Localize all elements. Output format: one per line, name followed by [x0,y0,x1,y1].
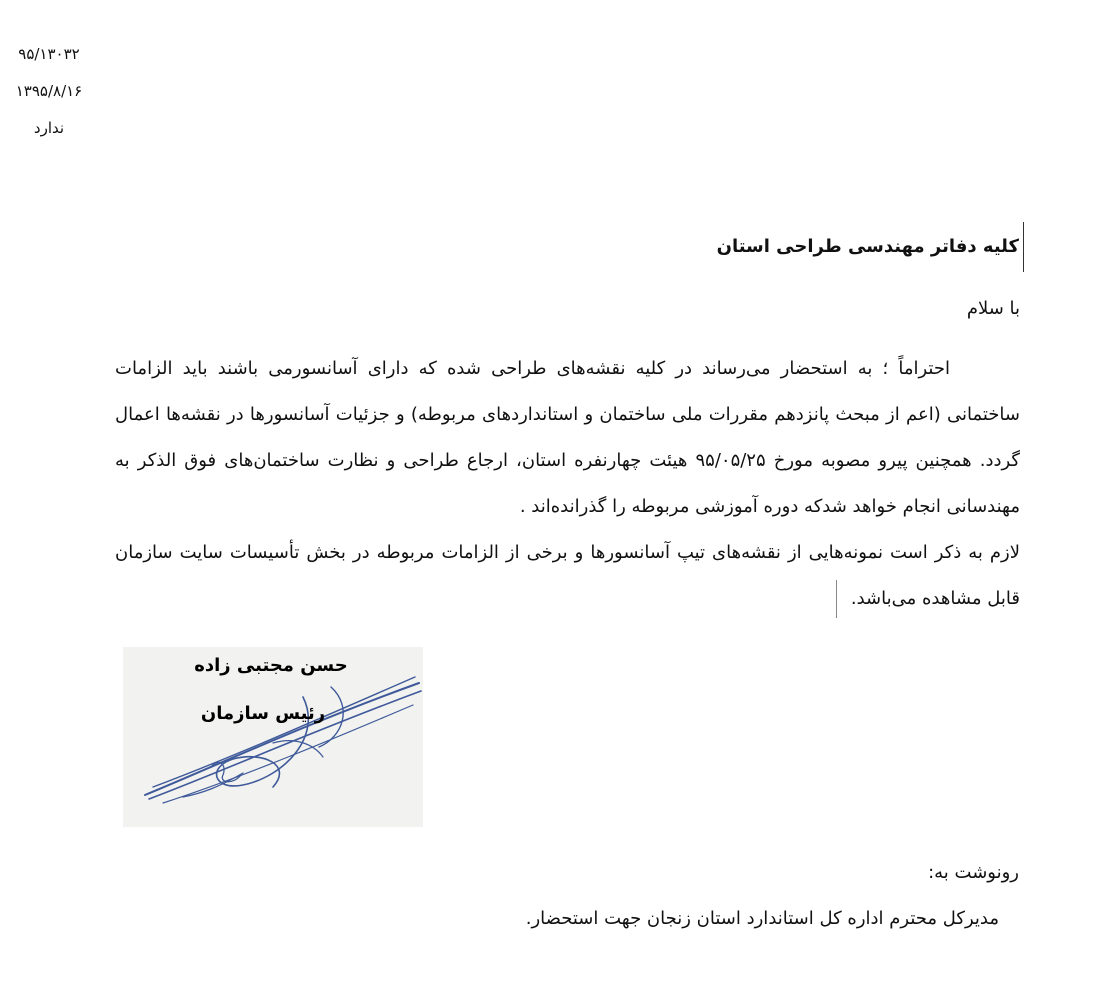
letter-paragraph: احتراماً ؛ به استحضار می‌رساند در کلیه نقشه‌های طراحی شده که دارای آسانسورمی باشند باید الزامات ساختمانی (اعم از مبحث پانزدهم مقررات ملی ساختمان و استانداردهای مربوطه) و جزئیات آسانسورها در نقشه‌ها اعمال گردد. همچنین پیرو مصوبه مورخ ۹۵/۰۵/۲۵ هیئت چهارنفره استان، ارجاع طراحی و نظارت ساختمان‌های فوق الذکر به مهندسانی انجام خواهد شدکه دوره آموزشی مربوطه را گذرانده‌اند . [115,358,1020,517]
letter-paragraph-text: لازم به ذکر است نمونه‌هایی از نقشه‌های تیپ آسانسورها و برخی از الزامات مربوطه در بخش تأسیسات سایت سازمان قابل مشاهده می‌باشد. [115,542,1020,609]
signatory-name: حسن مجتبی زاده [194,655,348,676]
cc-entry: مدیرکل محترم اداره کل استاندارد استان زنجان جهت استحضار. [525,908,999,929]
text-cursor [836,580,837,618]
signature-block [123,647,423,827]
carbon-copy [526,850,1019,942]
letter-attachment: ندارد [33,119,65,137]
letter-meta [10,36,88,147]
letter-paragraph-notice [115,530,1020,622]
letter-greeting: با سلام [966,298,1020,319]
signatory-title: رئیس سازمان [200,703,326,724]
cc-heading: رونوشت به: [928,862,1019,883]
letter-content [115,346,1020,622]
letter-recipient: کلیه دفاتر مهندسی طراحی استان [717,222,1024,272]
letter-date: ۱۳۹۵/۸/۱۶ [15,82,83,100]
letter-number: ۹۵/۱۳۰۳۲ [18,45,80,63]
letter-body [115,222,1020,622]
